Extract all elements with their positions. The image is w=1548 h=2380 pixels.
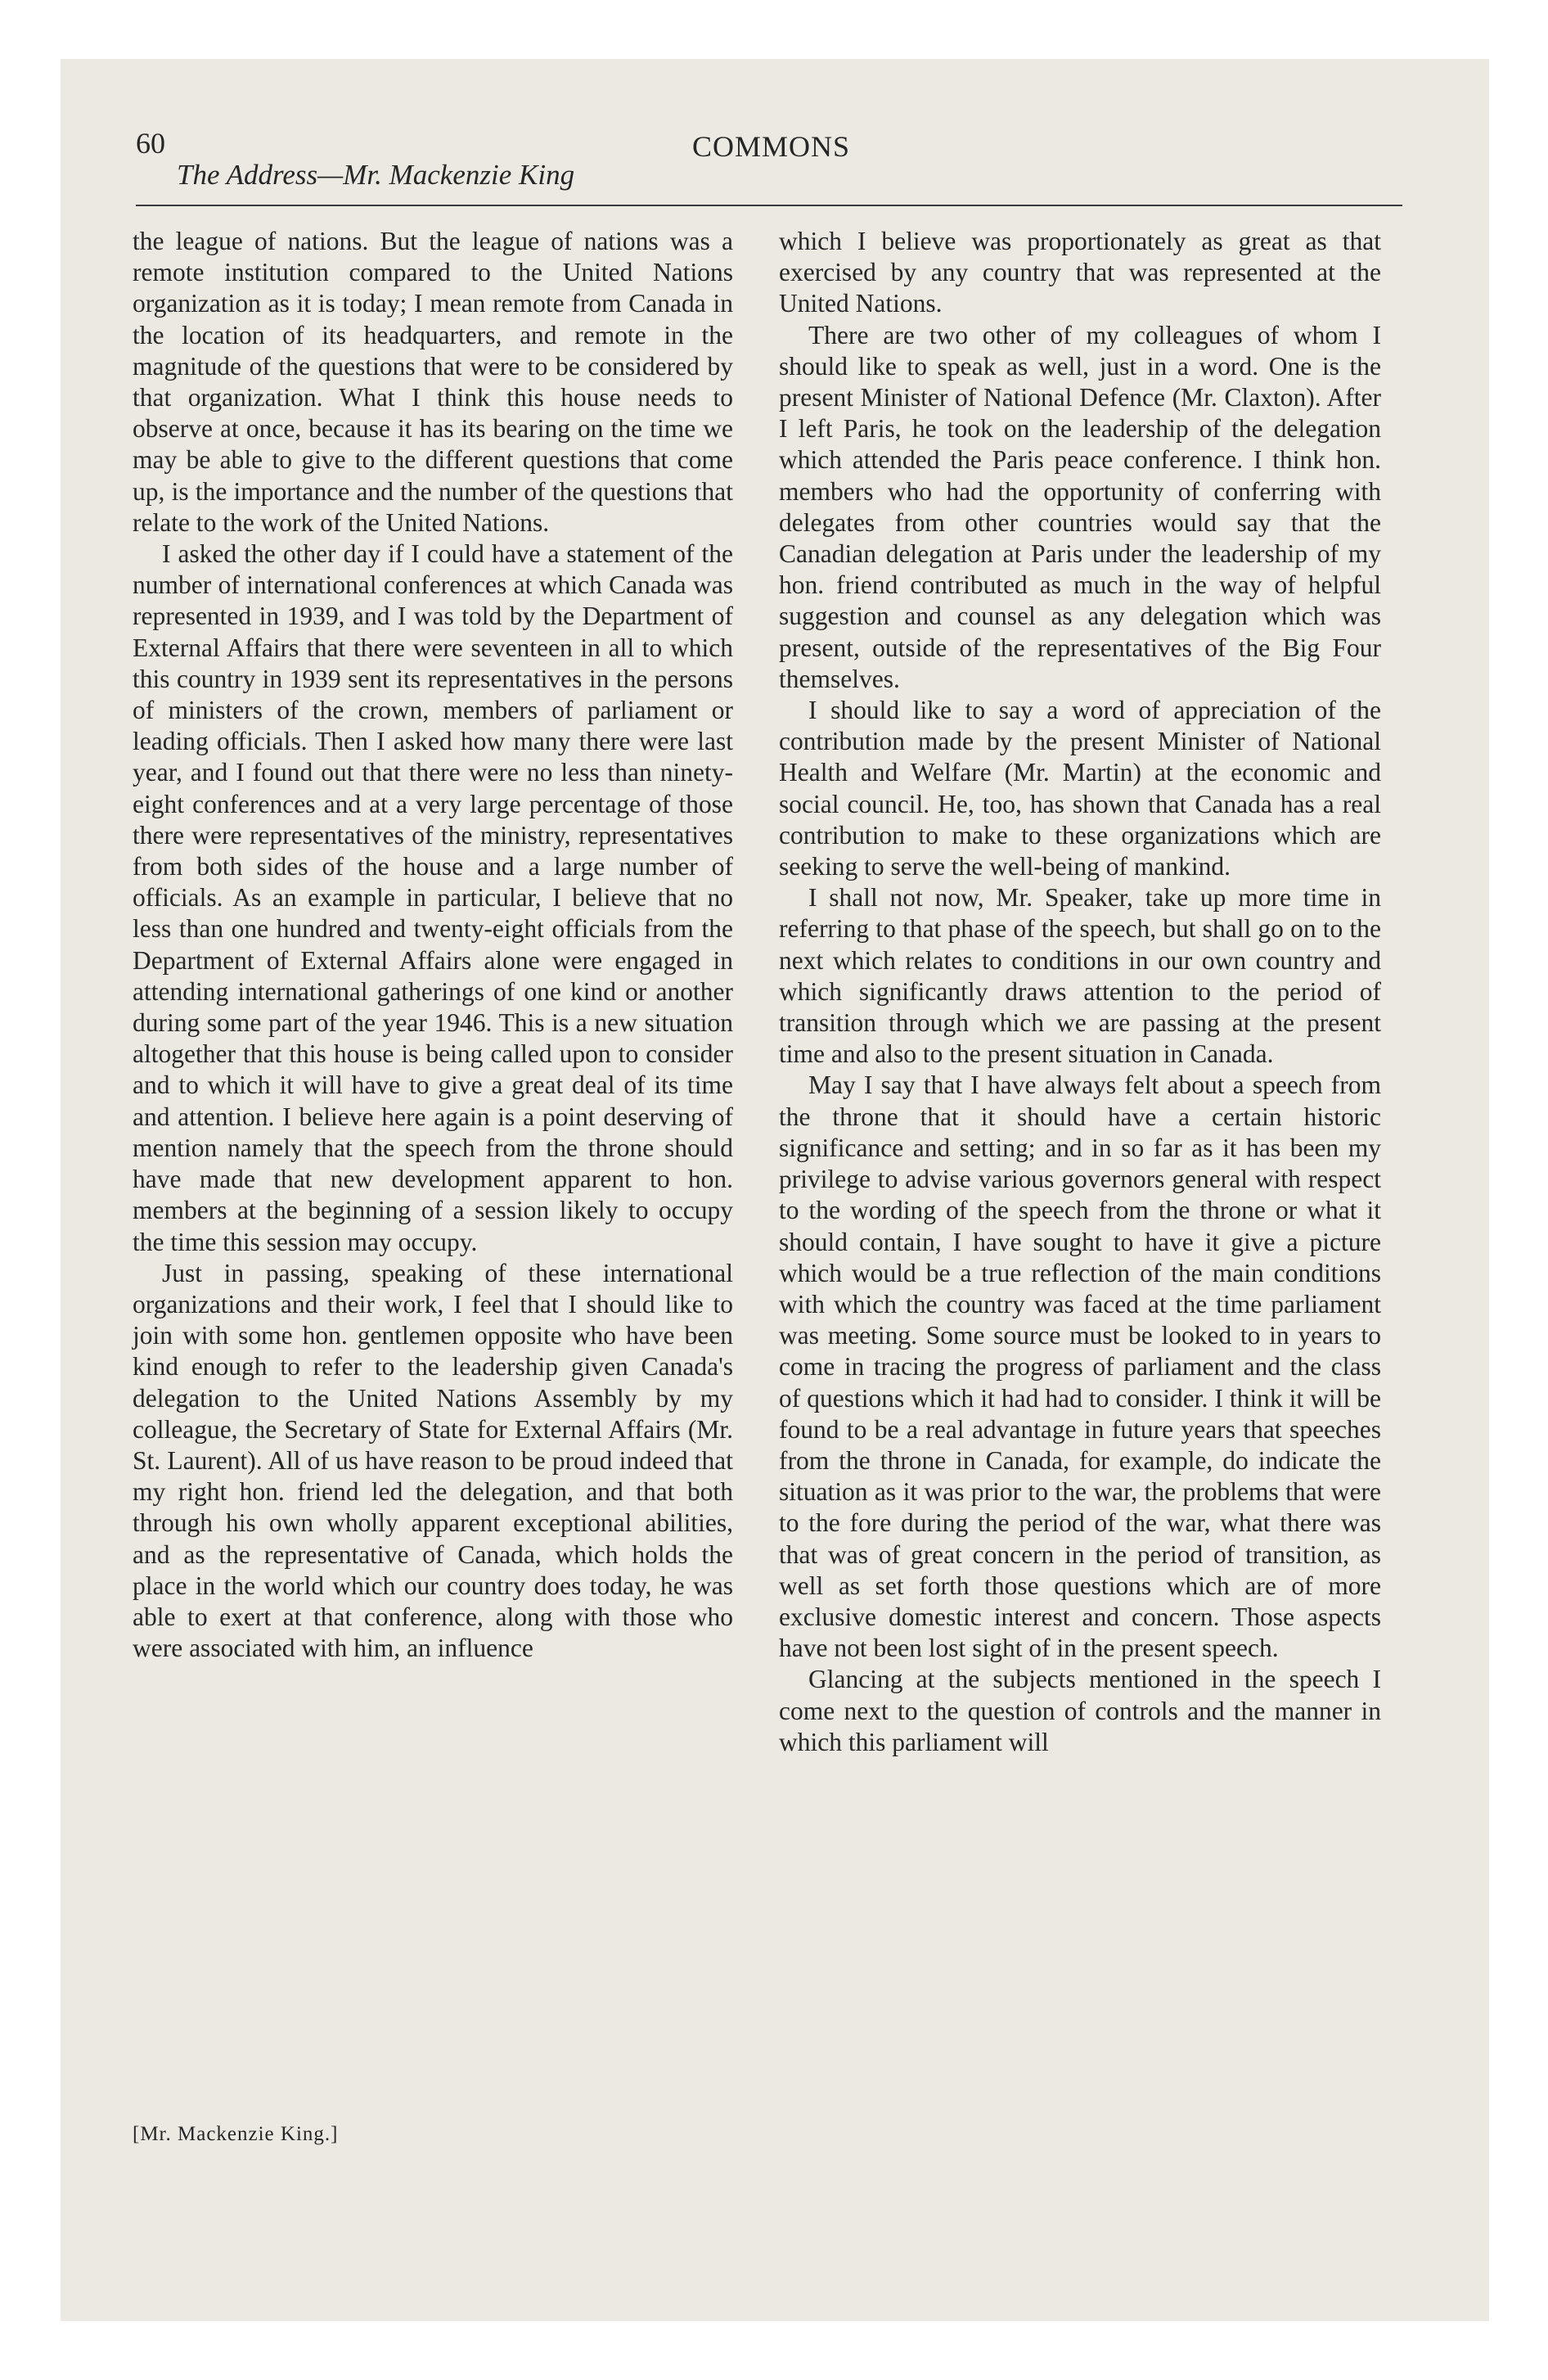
page-number: 60 <box>136 127 165 160</box>
speaker-tag: [Mr. Mackenzie King.] <box>133 2123 339 2145</box>
paragraph: Glancing at the subjects mentioned in the speech I come next to the question of controls and the manner in which this parliament will <box>779 1665 1381 1756</box>
paragraph: Just in passing, speaking of these international organizations and their work, I feel that I should like to join with some hon. gentlemen opposite who have been kind enough to refer to the leadership given Canada's delegation to the United Nations Assembly by my colleague, the Secretary of State for External Affairs (Mr. St. Laurent). All of us have reason to be proud indeed that my right hon. friend led the delegation, and that both through his own wholly apparent exceptional abilities, and as the representative of Canada, which holds the place in the world which our country does today, he was able to exert at that conference, along with those who were associated with him, an influence <box>133 1258 733 1663</box>
left-column <box>133 226 733 1664</box>
paragraph: I shall not now, Mr. Speaker, take up more time in referring to that phase of the speech, but shall go on to the next which relates to conditions in our own country and which significantly draws attention to the period of transition through which we are passing at the present time and also to the present situation in Canada. <box>779 883 1381 1069</box>
running-head: COMMONS <box>692 130 851 163</box>
paragraph: There are two other of my colleagues of whom I should like to speak as well, just in a word. One is the present Minister of National Defence (Mr. Claxton). After I left Paris, he took on the leadership of the delegation which attended the Paris peace conference. I think hon. members who had the opportunity of conferring with delegates from other countries would say that the Canadian delegation at Paris under the leadership of my hon. friend contributed as much in the way of helpful suggestion and counsel as any delegation which was present, outside of the representatives of the Big Four themselves. <box>779 320 1381 693</box>
section-subtitle: The Address—Mr. Mackenzie King <box>177 159 575 191</box>
paragraph: the league of nations. But the league of nations was a remote institution compared to the United Nations organization as it is today; I mean remote from Canada in the location of its headquarters, and remote in the magnitude of the questions that were to be considered by that organization. What I think this house needs to observe at once, because it has its bearing on the time we may be able to give to the different questions that come up, is the importance and the number of the questions that relate to the work of the United Nations. <box>133 227 733 537</box>
paragraph: I asked the other day if I could have a statement of the number of international conferences at which Canada was represented in 1939, and I was told by the Department of External Affairs that there were seventeen in all to which this country in 1939 sent its representatives in the persons of ministers of the crown, members of parliament or leading officials. Then I asked how many there were last year, and I found out that there were no less than ninety-eight conferences and at a very large percentage of those there were representatives of the ministry, representatives from both sides of the house and a large number of officials. As an example in particular, I believe that no less than one hundred and twenty-eight officials from the Department of External Affairs alone were engaged in attending international gatherings of one kind or another during some part of the year 1946. This is a new situation altogether that this house is being called upon to consider and to which it will have to give a great deal of its time and attention. I believe here again is a point deserving of mention namely that the speech from the throne should have made that new development apparent to hon. members at the beginning of a session likely to occupy the time this session may occupy. <box>133 539 733 1256</box>
paragraph: I should like to say a word of appreciation of the contribution made by the present Minister of National Health and Welfare (Mr. Martin) at the economic and social council. He, too, has shown that Canada has a real contribution to make to these organizations which are seeking to serve the well-being of mankind. <box>779 696 1381 881</box>
paragraph: May I say that I have always felt about a speech from the throne that it should have a certain historic significance and setting; and in so far as it has been my privilege to advise various governors general with respect to the wording of the speech from the throne or what it should contain, I have sought to have it give a picture which would be a true reflection of the main conditions with which the country was faced at the time parliament was meeting. Some source must be looked to in years to come in tracing the progress of parliament and the class of questions which it had had to consider. I think it will be found to be a real advantage in future years that speeches from the throne in Canada, for example, do indicate the situation as it was prior to the war, the problems that were to the fore during the period of the war, what there was that was of great concern in the period of transition, as well as set forth those questions which are of more exclusive domestic interest and concern. Those aspects have not been lost sight of in the present speech. <box>779 1071 1381 1663</box>
header-rule <box>136 205 1402 206</box>
paragraph: which I believe was proportionately as great as that exercised by any country that was represented at the United Nations. <box>779 227 1381 318</box>
right-column <box>779 226 1381 1758</box>
